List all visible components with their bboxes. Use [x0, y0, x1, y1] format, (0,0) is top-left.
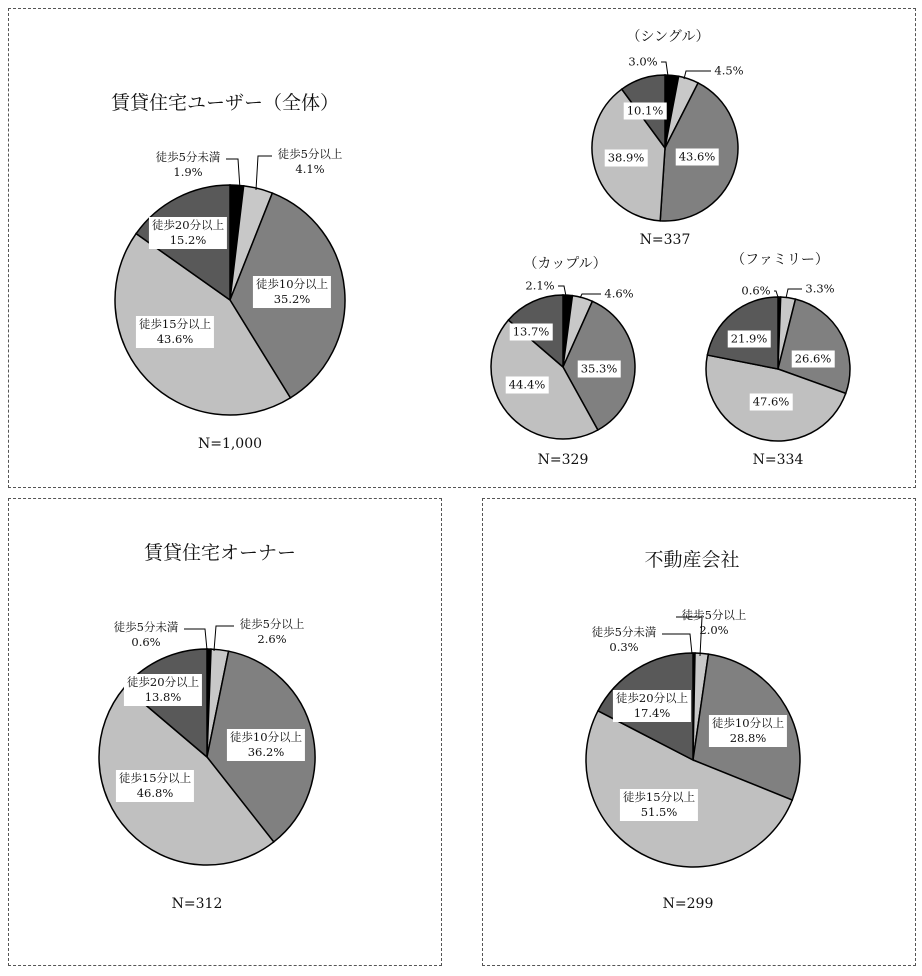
leader-line: [786, 289, 802, 298]
sample-size-label: N=334: [752, 452, 804, 468]
chart-title: 賃貸住宅ユーザー（全体）: [110, 92, 340, 114]
data-label: 38.9%: [605, 150, 648, 167]
data-label: 47.6%: [750, 394, 793, 411]
data-label: 徒歩15分以上 46.8%: [116, 770, 194, 802]
data-label: 徒歩5分未満 0.3%: [591, 625, 657, 654]
data-label: 徒歩5分未満 1.9%: [155, 150, 221, 179]
sample-size-label: N=337: [639, 232, 691, 248]
data-label: 4.6%: [604, 286, 634, 301]
data-label: 44.4%: [506, 377, 549, 394]
data-label: 4.5%: [714, 63, 744, 78]
data-label: 2.1%: [525, 278, 555, 293]
data-label: 徒歩5分以上 2.6%: [239, 617, 305, 646]
data-label: 0.6%: [741, 283, 771, 298]
data-label: 13.7%: [510, 324, 553, 341]
chart-title: 賃貸住宅オーナー: [143, 542, 297, 564]
data-label: 徒歩10分以上 35.2%: [253, 276, 331, 308]
data-label: 35.3%: [578, 361, 621, 378]
data-label: 10.1%: [624, 103, 667, 120]
leader-line: [256, 156, 272, 190]
data-label: 徒歩10分以上 28.8%: [709, 715, 787, 747]
leader-line: [214, 626, 234, 651]
data-label: 徒歩5分以上 2.0%: [681, 608, 747, 637]
sample-size-label: N=1,000: [197, 436, 263, 452]
data-label: 徒歩20分以上 13.8%: [124, 674, 202, 706]
leader-line: [661, 62, 668, 76]
chart-title: （カップル）: [523, 256, 607, 272]
data-label: 3.3%: [805, 281, 835, 296]
data-label: 43.6%: [676, 149, 719, 166]
leader-line: [774, 291, 778, 297]
data-label: 徒歩5分以上 4.1%: [277, 147, 343, 176]
data-label: 徒歩20分以上 17.4%: [613, 690, 691, 722]
data-label: 徒歩20分以上 15.2%: [149, 217, 227, 249]
leader-line: [184, 629, 207, 650]
data-label: 3.0%: [628, 54, 658, 69]
data-label: 徒歩10分以上 36.2%: [227, 729, 305, 761]
chart-title: 不動産会社: [644, 549, 740, 571]
data-label: 徒歩5分未満 0.6%: [113, 620, 179, 649]
data-label: 徒歩15分以上 43.6%: [136, 316, 214, 348]
sample-size-label: N=312: [171, 896, 223, 912]
data-label: 徒歩15分以上 51.5%: [620, 789, 698, 821]
data-label: 26.6%: [792, 351, 835, 368]
sample-size-label: N=329: [537, 452, 589, 468]
chart-title: （ファミリー）: [731, 252, 829, 268]
data-label: 21.9%: [728, 331, 771, 348]
leader-line: [684, 71, 711, 79]
sample-size-label: N=299: [662, 896, 714, 912]
chart-title: （シングル）: [626, 29, 710, 45]
